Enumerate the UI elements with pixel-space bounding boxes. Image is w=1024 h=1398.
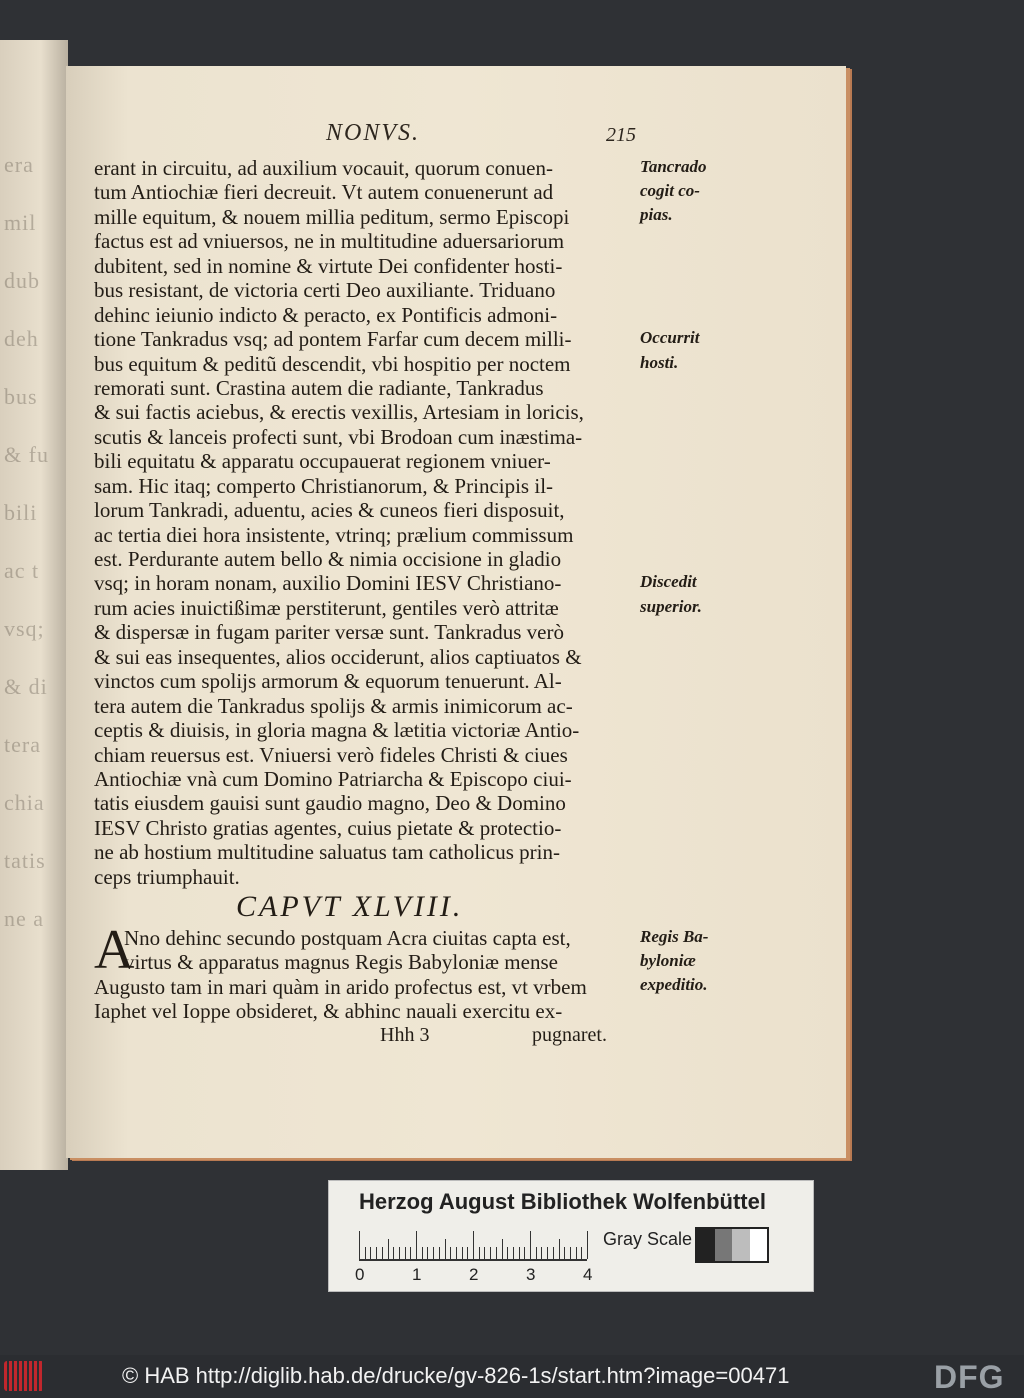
margin-note: superior.	[640, 597, 702, 616]
ruler-number: 3	[526, 1265, 536, 1284]
gray-swatch	[715, 1229, 733, 1261]
chapter-title: CAPVT XLVIII.	[236, 890, 464, 923]
text-line: & sui factis aciebus, & erectis vexillis, Artesiam in loricis,	[94, 400, 584, 425]
text-line: Antiochiæ vnà cum Domino Patriarcha & Episcopo ciui-	[94, 766, 572, 791]
text-line: est. Perdurante autem bello & nimia occisione in gladio	[94, 547, 562, 571]
ruler-tick	[484, 1247, 485, 1259]
text-line: bus resistant, de victoria certi Deo auxiliante. Triduano	[94, 278, 556, 303]
ruler-tick	[479, 1247, 480, 1259]
text-line: dubitent, sed in nomine & virtute Dei confidenter hosti-	[94, 253, 563, 278]
ruler-tick	[467, 1247, 468, 1259]
text-line: ceptis & diuisis, in gloria magna & lætitia victoriæ Antio-	[94, 718, 580, 743]
ruler-tick	[370, 1247, 371, 1259]
previous-page-edge: era mil dub deh bus & fu bili ac t vsq; & di tera chia tatis ne a	[0, 40, 68, 1170]
ruler-tick	[547, 1247, 548, 1259]
text-line: tatis eiusdem gauisi sunt gaudio magno, Deo & Domino	[94, 791, 566, 816]
ruler-tick	[427, 1247, 428, 1259]
hab-logo-icon	[4, 1361, 44, 1391]
text-line: bili equitatu & apparatu occupauerat regionem vniuer-	[94, 449, 551, 474]
text-line: tione Tankradus vsq; ad pontem Farfar cum decem milli-	[94, 327, 572, 352]
ruler-number: 1	[412, 1265, 422, 1284]
text-line: Iaphet vel Ioppe obsideret, & abhinc nauali exercitu ex-	[94, 999, 563, 1024]
gray-swatch	[750, 1229, 768, 1261]
chapter-text-block	[94, 926, 639, 1024]
page-number: 215	[606, 124, 636, 146]
text-line: lorum Tankradi, aduentu, acies & cuneos fieri disposuit,	[94, 498, 565, 523]
ruler-number: 0	[355, 1265, 365, 1284]
ruler-tick	[445, 1239, 446, 1259]
gray-swatch	[732, 1229, 750, 1261]
copyright-link[interactable]: © HAB http://diglib.hab.de/drucke/gv-826-1s/start.htm?image=00471	[122, 1363, 790, 1388]
ruler-tick	[530, 1231, 531, 1259]
ruler-tick	[502, 1239, 503, 1259]
ruler-tick	[541, 1247, 542, 1259]
ruler-tick	[490, 1247, 491, 1259]
text-line: bus equitum & peditũ descendit, vbi hospitio per noctem	[94, 351, 571, 376]
text-line: mille equitum, & nouem millia peditum, sermo Episcopi	[94, 204, 570, 229]
text-line: Nno dehinc secundo postquam Acra ciuitas capta est,	[124, 926, 571, 950]
margin-note: expeditio.	[640, 975, 708, 994]
scale-ruler	[359, 1229, 587, 1261]
margin-note: Discedit	[640, 572, 697, 591]
margin-note: Tancrado	[640, 157, 707, 176]
ruler-tick	[519, 1247, 520, 1259]
ruler-tick	[570, 1247, 571, 1259]
running-head: NONVS.	[326, 120, 421, 146]
text-line: erant in circuitu, ad auxilium vocauit, quorum conuen-	[94, 156, 553, 180]
drop-cap: A	[94, 919, 135, 981]
ruler-tick	[365, 1247, 366, 1259]
ruler-tick	[553, 1247, 554, 1259]
ruler-tick	[422, 1247, 423, 1259]
ruler-number: 4	[583, 1265, 593, 1284]
ruler-tick	[433, 1247, 434, 1259]
text-line: & sui eas insequentes, alios occiderunt, alios captiuatos &	[94, 644, 582, 669]
ruler-tick	[524, 1247, 525, 1259]
color-calibration-bar	[328, 1180, 814, 1292]
ruler-tick	[462, 1247, 463, 1259]
ruler-tick	[393, 1247, 394, 1259]
main-text-block	[94, 156, 639, 889]
ruler-tick	[496, 1247, 497, 1259]
ruler-tick	[559, 1239, 560, 1259]
margin-note: byloniæ	[640, 951, 696, 970]
text-line: tum Antiochiæ fieri decreuit. Vt autem conuenerunt ad	[94, 180, 554, 205]
text-line: dehinc ieiunio indicto & peracto, ex Pontificis admoni-	[94, 302, 558, 327]
ruler-tick	[564, 1247, 565, 1259]
text-line: vsq; in horam nonam, auxilio Domini IESV Christiano-	[94, 571, 562, 596]
ruler-tick	[359, 1231, 360, 1259]
ruler-tick	[399, 1247, 400, 1259]
gray-swatch	[697, 1229, 715, 1261]
margin-note: Occurrit	[640, 328, 700, 347]
text-line: ac tertia diei hora insistente, vtrinq; prælium commissum	[94, 522, 574, 547]
ruler-tick	[536, 1247, 537, 1259]
signature-mark: Hhh 3	[380, 1024, 430, 1046]
ruler-tick	[576, 1247, 577, 1259]
ruler-tick	[405, 1247, 406, 1259]
book-page	[66, 66, 846, 1158]
text-line: virtus & apparatus magnus Regis Babyloniæ mense	[124, 950, 558, 975]
gray-scale-label: Gray Scale	[603, 1229, 693, 1249]
margin-note: Regis Ba-	[640, 927, 709, 946]
ruler-tick	[456, 1247, 457, 1259]
margin-note: pias.	[640, 205, 673, 224]
text-line: sam. Hic itaq; comperto Christianorum, & Principis il-	[94, 473, 554, 498]
text-line: scutis & lanceis profecti sunt, vbi Brodoan cum inæstima-	[94, 424, 583, 449]
footer-bar	[0, 1355, 1024, 1398]
text-line: chiam reuersus est. Vniuersi verò fideles Christi & ciues	[94, 742, 568, 767]
text-line: tera autem die Tankradus spolijs & armis inimicorum ac-	[94, 693, 573, 718]
text-line: Augusto tam in mari quàm in arido profectus est, vt vrbem	[94, 974, 587, 999]
library-name: Herzog August Bibliothek Wolfenbüttel	[359, 1189, 766, 1214]
gray-scale-swatches	[695, 1227, 769, 1263]
ruler-tick	[473, 1231, 474, 1259]
ruler-tick	[507, 1247, 508, 1259]
text-line: remorati sunt. Crastina autem die radiante, Tankradus	[94, 375, 544, 400]
ruler-tick	[587, 1231, 588, 1259]
ruler-tick	[581, 1247, 582, 1259]
margin-note: cogit co-	[640, 181, 700, 200]
text-line: & dispersæ in fugam pariter versæ sunt. Tankradus verò	[94, 620, 564, 645]
catchword: pugnaret.	[532, 1024, 607, 1046]
ruler-tick	[416, 1231, 417, 1259]
margin-note: hosti.	[640, 353, 679, 372]
ruler-tick	[382, 1247, 383, 1259]
ruler-tick	[513, 1247, 514, 1259]
dfg-logo: DFG	[934, 1359, 1005, 1395]
text-line: rum acies inuictißimæ perstiterunt, gentiles verò attritæ	[94, 595, 559, 620]
ruler-tick	[410, 1247, 411, 1259]
ruler-tick	[450, 1247, 451, 1259]
ruler-number: 2	[469, 1265, 479, 1284]
text-line: vinctos cum spolijs armorum & equorum tenuerunt. Al-	[94, 669, 562, 694]
text-line: factus est ad vniuersos, ne in multitudine aduersariorum	[94, 229, 565, 254]
ruler-tick	[439, 1247, 440, 1259]
text-line: IESV Christo gratias agentes, cuius pietate & protectio-	[94, 815, 562, 840]
text-line: ne ab hostium multitudine saluatus tam catholicus prin-	[94, 840, 560, 865]
text-line: ceps triumphauit.	[94, 864, 240, 889]
ruler-tick	[376, 1247, 377, 1259]
ruler-tick	[388, 1239, 389, 1259]
